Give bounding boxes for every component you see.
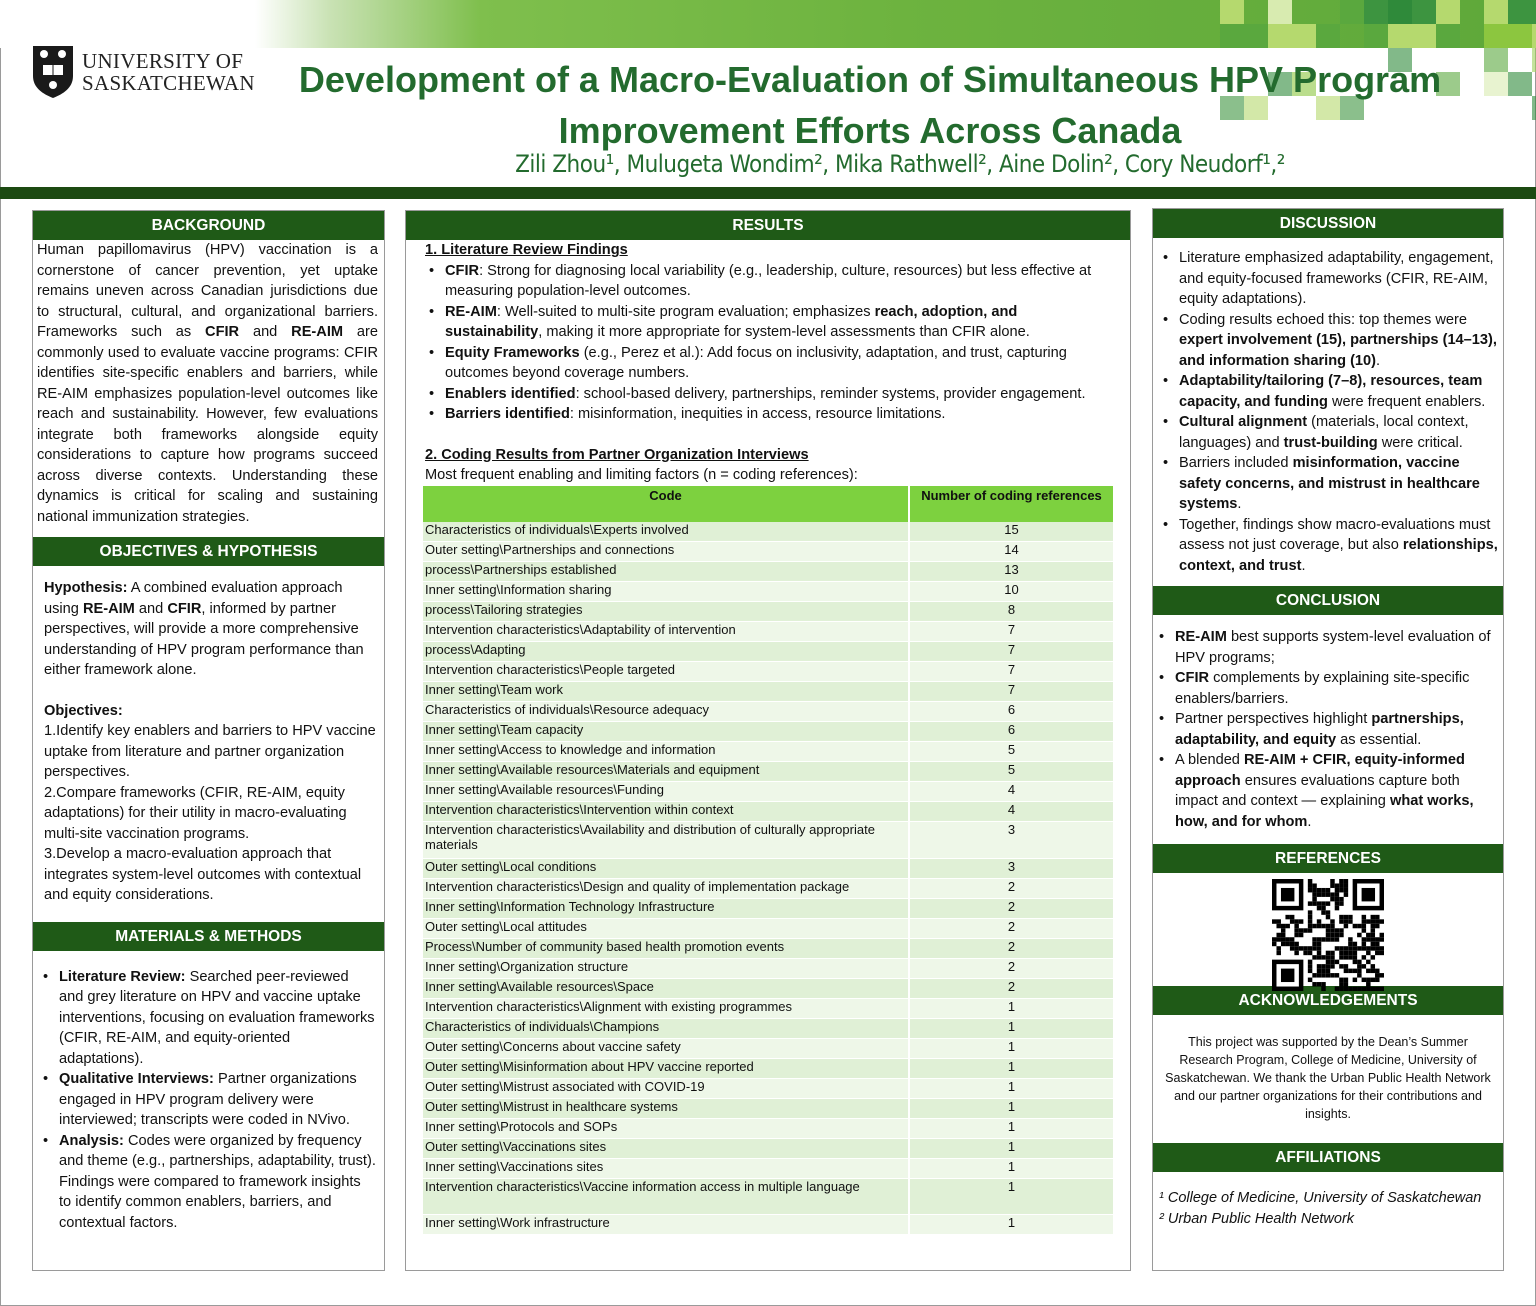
cell-count: 2: [909, 939, 1114, 959]
text-segment: and: [134, 600, 168, 617]
bullet-item: [39, 967, 376, 1070]
cell-code: Outer setting\Partnerships and connections: [423, 542, 909, 562]
bold-text: what works, how, and for whom: [1175, 793, 1474, 830]
cell-count: 14: [909, 542, 1114, 562]
table-row: [423, 582, 1114, 602]
table-row: [423, 1139, 1114, 1159]
mosaic-tile: [1532, 96, 1536, 120]
mosaic-tile: [1508, 24, 1532, 48]
cell-count: 1: [909, 1079, 1114, 1099]
bold-text: partnerships, adaptability, and equity: [1175, 711, 1464, 748]
bullet-item: [1155, 627, 1499, 668]
cell-code: Intervention characteristics\Design and quality of implementation package: [423, 879, 909, 899]
table-row: [423, 1079, 1114, 1099]
column-header-count: Number of coding references: [909, 486, 1114, 522]
table-row: [423, 1119, 1114, 1139]
mosaic-tile: [1484, 48, 1508, 72]
bullet-item: [425, 343, 1118, 384]
cell-code: Inner setting\Vaccinations sites: [423, 1159, 909, 1179]
acknowledgements-text: This project was supported by the Dean’s Summer Research Program, College of Medicine, University of Saskatchewan. We thank the Urban Public Health Network and our partner organizations for their contributions and insights.: [1165, 1035, 1491, 1121]
cell-count: 6: [909, 702, 1114, 722]
bold-text: RE-AIM: [445, 303, 497, 320]
bold-text: RE-AIM: [82, 600, 135, 617]
cell-code: Inner setting\Work infrastructure: [423, 1215, 909, 1235]
text-segment: .: [1376, 352, 1381, 369]
table-row: [423, 979, 1114, 999]
mosaic-tile: [1364, 24, 1388, 48]
text-segment: .: [1301, 557, 1306, 574]
bold-text: RE-AIM: [291, 324, 344, 340]
text-segment: are commonly used to evaluate vaccine programs: CFIR identifies site-specific enablers and barriers, while RE-AIM emphasizes population-level outcomes like reach and sustainability. However, few evaluations integrate both frameworks alongside equity considerations to capture how programs succeed across diverse contexts. Understanding these dynamics is critical for scaling and sustaining national immunization strategies.: [37, 324, 378, 525]
cell-code: Outer setting\Concerns about vaccine safety: [423, 1039, 909, 1059]
bold-text: Barriers identified: [445, 406, 570, 422]
bullet-item: [1159, 310, 1499, 372]
table-row: [423, 859, 1114, 879]
cell-count: 1: [909, 1039, 1114, 1059]
right-column: [1152, 208, 1504, 1271]
cell-count: 7: [909, 662, 1114, 682]
references-heading: REFERENCES: [1153, 844, 1503, 873]
mosaic-tile: [1220, 24, 1244, 48]
text-segment: Coding results echoed this: top themes were: [1179, 311, 1467, 328]
cell-code: Outer setting\Mistrust in healthcare systems: [423, 1099, 909, 1119]
table-row: [423, 1059, 1114, 1079]
cell-code: Characteristics of individuals\Experts involved: [423, 522, 909, 542]
table-row: [423, 899, 1114, 919]
discussion-heading: DISCUSSION: [1153, 209, 1503, 238]
cell-code: Inner setting\Access to knowledge and information: [423, 742, 909, 762]
text-segment: as essential.: [1336, 731, 1422, 748]
mosaic-tile: [1532, 48, 1536, 72]
affiliation-item: ² Urban Public Health Network: [1159, 1211, 1355, 1227]
affiliation-item: ¹ College of Medicine, University of Saskatchewan: [1159, 1190, 1482, 1206]
university-shield-icon: [32, 45, 74, 99]
poster-authors: Zili Zhou¹, Mulugeta Wondim², Mika Rathwell², Aine Dolin², Cory Neudorf¹,²: [515, 150, 1285, 178]
cell-count: 1: [909, 1119, 1114, 1139]
methods-heading: MATERIALS & METHODS: [33, 922, 384, 951]
cell-code: Outer setting\Vaccinations sites: [423, 1139, 909, 1159]
bullet-item: [1159, 515, 1499, 577]
bold-text: RE-AIM + CFIR, equity-informed approach: [1175, 752, 1465, 789]
cell-code: Intervention characteristics\Intervention within context: [423, 802, 909, 822]
bold-text: relationships, context, and trust: [1179, 537, 1498, 574]
methods-list: [33, 951, 384, 1234]
text-segment: .: [1237, 496, 1242, 512]
references-qr[interactable]: [1153, 873, 1503, 986]
bold-text: CFIR: [445, 262, 480, 279]
bold-text: Analysis:: [59, 1132, 124, 1149]
mosaic-tile: [1412, 24, 1436, 48]
cell-count: 4: [909, 802, 1114, 822]
bold-text: Qualitative Interviews:: [59, 1071, 214, 1087]
objective-item: 1.Identify key enablers and barriers to HPV vaccine uptake from literature and partner organization perspectives.: [44, 723, 376, 780]
cell-code: Characteristics of individuals\Champions: [423, 1019, 909, 1039]
table-row: [423, 642, 1114, 662]
bold-text: expert involvement (15), partnerships (14–13), and information sharing (10): [1179, 332, 1497, 369]
coding-results-table: [423, 486, 1115, 1236]
mosaic-tile: [1268, 0, 1292, 24]
cell-code: Inner setting\Available resources\Space: [423, 979, 909, 999]
bullet-item: [425, 404, 1118, 425]
mosaic-tile: [1364, 0, 1388, 24]
text-segment: A blended: [1175, 752, 1244, 768]
table-row: [423, 562, 1114, 582]
text-segment: : Well-suited to multi-site program evaluation; emphasizes: [496, 303, 875, 320]
table-row: [423, 722, 1114, 742]
table-row: [423, 1039, 1114, 1059]
objectives-label: Objectives:: [44, 702, 123, 719]
bullet-item: [425, 261, 1118, 302]
cell-code: Process\Number of community based health promotion events: [423, 939, 909, 959]
header-divider: [0, 187, 1536, 199]
lit-review-title: 1. Literature Review Findings: [425, 242, 628, 258]
table-row: [423, 919, 1114, 939]
cell-count: 1: [909, 999, 1114, 1019]
cell-count: 1: [909, 1139, 1114, 1159]
table-row: [423, 1159, 1114, 1179]
cell-count: 1: [909, 1159, 1114, 1179]
discussion-list: [1153, 238, 1503, 576]
objective-item: 3.Develop a macro-evaluation approach that integrates system-level outcomes with contextual and equity considerations.: [44, 846, 362, 903]
text-segment: Partner perspectives highlight: [1175, 711, 1372, 727]
bold-text: Adaptability/tailoring (7–8), resources, team capacity, and funding: [1179, 373, 1483, 410]
mosaic-tile: [1484, 72, 1508, 96]
table-row: [423, 742, 1114, 762]
text-segment: : school-based delivery, partnerships, reminder systems, provider engagement.: [575, 385, 1086, 402]
mosaic-tile: [1244, 24, 1268, 48]
qr-code-icon[interactable]: [1272, 879, 1384, 991]
coding-results-title: 2. Coding Results from Partner Organization Interviews: [425, 446, 809, 463]
bold-text: reach, adoption, and sustainability: [445, 303, 1018, 340]
mosaic-tile: [1340, 0, 1364, 24]
cell-code: process\Partnerships established: [423, 562, 909, 582]
mosaic-tile: [1508, 72, 1532, 96]
text-segment: Literature emphasized adaptability, engagement, and equity-focused frameworks (CFIR, RE-AIM, equity adaptations).: [1179, 250, 1494, 307]
bullet-item: [425, 384, 1118, 405]
cell-count: 13: [909, 562, 1114, 582]
bold-text: CFIR: [1175, 670, 1210, 686]
university-name-line2: SASKATCHEWAN: [82, 71, 255, 95]
text-segment: , making it more appropriate for system-level assessments than CFIR alone.: [538, 324, 1030, 340]
mosaic-tile: [1388, 0, 1412, 24]
bold-text: Cultural alignment: [1179, 414, 1308, 430]
cell-count: 3: [909, 822, 1114, 859]
cell-code: Intervention characteristics\People targeted: [423, 662, 909, 682]
cell-count: 5: [909, 762, 1114, 782]
table-row: [423, 762, 1114, 782]
text-segment: best supports system-level evaluation of HPV programs;: [1175, 629, 1491, 666]
text-segment: , informed by partner perspectives, will provide a more comprehensive understanding of HPV program performance than either framework alone.: [44, 600, 364, 678]
table-row: [423, 662, 1114, 682]
text-segment: Together, findings show macro-evaluations must assess not just coverage, but also: [1179, 516, 1491, 553]
table-row: [423, 602, 1114, 622]
cell-code: Inner setting\Information Technology Infrastructure: [423, 899, 909, 919]
cell-count: 8: [909, 602, 1114, 622]
cell-code: Outer setting\Mistrust associated with COVID-19: [423, 1079, 909, 1099]
bold-text: misinformation, vaccine safety concerns, and mistrust in healthcare systems: [1179, 455, 1480, 512]
cell-count: 4: [909, 782, 1114, 802]
university-logo: [32, 45, 255, 99]
cell-code: Outer setting\Local attitudes: [423, 919, 909, 939]
text-segment: : misinformation, inequities in access, resource limitations.: [569, 406, 946, 422]
column-header-code: Code: [423, 486, 909, 522]
cell-count: 5: [909, 742, 1114, 762]
mosaic-tile: [1436, 24, 1460, 48]
cell-code: Inner setting\Information sharing: [423, 582, 909, 602]
cell-code: Characteristics of individuals\Resource adequacy: [423, 702, 909, 722]
bold-text: Hypothesis:: [44, 580, 128, 596]
cell-count: 10: [909, 582, 1114, 602]
cell-count: 2: [909, 959, 1114, 979]
text-segment: were critical.: [1377, 434, 1463, 451]
background-heading: BACKGROUND: [33, 211, 384, 240]
text-segment: : Strong for diagnosing local variability (e.g., leadership, culture, resources) but less effective at measuring population-level outcomes.: [445, 262, 1092, 299]
table-row: [423, 782, 1114, 802]
cell-code: Inner setting\Team capacity: [423, 722, 909, 742]
cell-count: 15: [909, 522, 1114, 542]
table-row: [423, 1019, 1114, 1039]
objectives-heading: OBJECTIVES & HYPOTHESIS: [33, 537, 384, 566]
text-segment: .: [1307, 813, 1312, 830]
mosaic-tile: [1388, 24, 1412, 48]
affiliations-heading: AFFILIATIONS: [1153, 1143, 1503, 1172]
mosaic-tile: [1484, 0, 1508, 24]
lit-review-list: [425, 261, 1118, 425]
mosaic-tile: [1532, 24, 1536, 48]
cell-code: process\Tailoring strategies: [423, 602, 909, 622]
cell-code: Inner setting\Organization structure: [423, 959, 909, 979]
text-segment: and: [239, 324, 292, 340]
table-row: [423, 702, 1114, 722]
cell-count: 2: [909, 979, 1114, 999]
cell-count: 6: [909, 722, 1114, 742]
cell-code: Intervention characteristics\Adaptability of intervention: [423, 622, 909, 642]
bullet-item: [425, 302, 1118, 343]
cell-count: 7: [909, 642, 1114, 662]
table-row: [423, 1179, 1114, 1215]
table-row: [423, 939, 1114, 959]
cell-code: process\Adapting: [423, 642, 909, 662]
cell-code: Intervention characteristics\Alignment with existing programmes: [423, 999, 909, 1019]
text-segment: complements by explaining site-specific enablers/barriers.: [1175, 670, 1470, 707]
cell-count: 7: [909, 682, 1114, 702]
table-row: [423, 959, 1114, 979]
cell-count: 1: [909, 1019, 1114, 1039]
table-row: [423, 622, 1114, 642]
text-segment: ensures evaluations capture both impact and context — explaining: [1175, 772, 1460, 809]
cell-code: Outer setting\Misinformation about HPV vaccine reported: [423, 1059, 909, 1079]
text-segment: Searched peer-reviewed and grey literature on HPV and vaccine uptake interventions, focusing on evaluation frameworks (CFIR, RE-AIM, and equity-oriented adaptations).: [59, 968, 375, 1067]
mosaic-tile: [1508, 0, 1532, 24]
text-segment: Human papillomavirus (HPV) vaccination is a cornerstone of cancer prevention, yet uptake remains uneven across Canadian jurisdictions due to structural, cultural, and organizational barriers. Frameworks such as: [37, 242, 378, 340]
bullet-item: [1159, 248, 1499, 310]
cell-count: 1: [909, 1215, 1114, 1235]
cell-count: 7: [909, 622, 1114, 642]
background-text: [33, 240, 384, 527]
cell-count: 1: [909, 1059, 1114, 1079]
cell-count: 1: [909, 1179, 1114, 1215]
bullet-item: [1155, 709, 1499, 750]
bold-text: trust-building: [1283, 434, 1378, 451]
mosaic-tile: [1436, 0, 1460, 24]
table-row: [423, 1215, 1114, 1235]
bullet-item: [1159, 371, 1499, 412]
mosaic-tile: [1316, 24, 1340, 48]
bullet-item: [1159, 453, 1499, 515]
hypothesis-text: [44, 578, 378, 681]
bullet-item: [39, 1131, 376, 1234]
bold-text: CFIR: [167, 600, 202, 617]
mosaic-tile: [1484, 24, 1508, 48]
conclusion-list: [1153, 615, 1503, 832]
cell-code: Inner setting\Available resources\Materials and equipment: [423, 762, 909, 782]
mosaic-tile: [1220, 0, 1244, 24]
text-segment: Codes were organized by frequency and theme (e.g., partnerships, adaptability, trust). Findings were compared to framework insights to identify common enablers, barriers, and contextual factors.: [59, 1132, 376, 1231]
cell-code: Inner setting\Available resources\Funding: [423, 782, 909, 802]
mosaic-tile: [1268, 24, 1292, 48]
cell-count: 2: [909, 899, 1114, 919]
conclusion-heading: CONCLUSION: [1153, 586, 1503, 615]
coding-results-intro: Most frequent enabling and limiting factors (n = coding references):: [425, 467, 858, 483]
cell-count: 2: [909, 919, 1114, 939]
bullet-item: [1155, 668, 1499, 709]
cell-code: Inner setting\Team work: [423, 682, 909, 702]
bold-text: RE-AIM: [1175, 629, 1227, 645]
cell-code: Intervention characteristics\Vaccine information access in multiple language: [423, 1179, 909, 1215]
text-segment: A combined evaluation approach using: [44, 580, 343, 617]
table-row: [423, 822, 1114, 859]
mosaic-tile: [1412, 0, 1436, 24]
text-segment: Partner organizations engaged in HPV program delivery were interviewed; transcripts were coded in NVivo.: [59, 1071, 357, 1128]
text-segment: Barriers included: [1179, 455, 1293, 471]
bold-text: Equity Frameworks: [445, 344, 580, 361]
bullet-item: [39, 1069, 376, 1131]
poster-title: Development of a Macro-Evaluation of Simultaneous HPV Program Improvement Efforts Across Canada: [298, 59, 1442, 151]
bold-text: Literature Review:: [59, 968, 186, 985]
cell-code: Inner setting\Protocols and SOPs: [423, 1119, 909, 1139]
cell-count: 3: [909, 859, 1114, 879]
acknowledgements-heading: ACKNOWLEDGEMENTS: [1153, 986, 1503, 1015]
bullet-item: [1155, 750, 1499, 832]
cell-count: 1: [909, 1099, 1114, 1119]
bold-text: Enablers identified: [445, 385, 576, 402]
text-segment: (e.g., Perez et al.): Add focus on inclusivity, adaptation, and trust, capturing outcomes beyond coverage numbers.: [445, 344, 1067, 381]
cell-code: Intervention characteristics\Availability and distribution of culturally appropriate materials: [423, 822, 909, 859]
text-segment: were frequent enablers.: [1327, 393, 1486, 410]
text-segment: (materials, local context, languages) and: [1179, 414, 1469, 451]
cell-code: Outer setting\Local conditions: [423, 859, 909, 879]
bold-text: CFIR: [205, 324, 240, 340]
table-row: [423, 802, 1114, 822]
table-row: [423, 999, 1114, 1019]
objective-item: 2.Compare frameworks (CFIR, RE-AIM, equity adaptations) for their utility in macro-evaluating multi-site vaccination programs.: [44, 784, 347, 842]
table-row: [423, 542, 1114, 562]
cell-count: 2: [909, 879, 1114, 899]
results-column: [405, 210, 1131, 1271]
table-row: [423, 682, 1114, 702]
mosaic-tile: [1532, 0, 1536, 24]
table-row: [423, 1099, 1114, 1119]
university-name-line1: UNIVERSITY OF: [82, 49, 244, 73]
bullet-item: [1159, 412, 1499, 453]
left-column: [32, 210, 385, 1271]
mosaic-tile: [1292, 24, 1316, 48]
table-row: [423, 879, 1114, 899]
results-heading: RESULTS: [406, 211, 1130, 240]
table-row: [423, 522, 1114, 542]
